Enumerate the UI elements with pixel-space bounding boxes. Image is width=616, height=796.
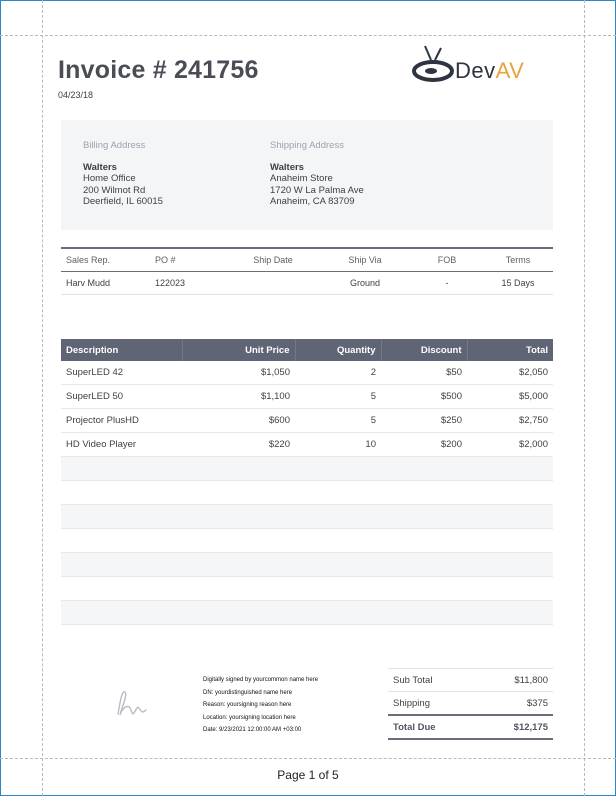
shipping-name: Walters	[270, 161, 304, 173]
item-unit-price: $220	[182, 433, 295, 457]
billing-line: Home Office	[83, 173, 136, 184]
logo-av: AV	[495, 58, 525, 83]
item-description: HD Video Player	[61, 433, 182, 457]
item-total: $2,050	[467, 361, 553, 385]
col-ship-via: Ship Via	[319, 248, 411, 272]
invoice-title: Invoice # 241756	[58, 56, 259, 84]
empty-row	[61, 553, 553, 577]
col-total: Total	[467, 339, 553, 361]
shipping-value: $375	[478, 692, 554, 716]
item-quantity: 10	[295, 433, 381, 457]
ship-date-value	[227, 272, 319, 295]
shipping-heading: Shipping Address	[270, 140, 344, 151]
page-number: Page 1 of 5	[277, 768, 339, 782]
billing-line: 200 Wilmot Rd	[83, 184, 146, 196]
order-info-row	[61, 272, 553, 295]
line-items-header	[61, 339, 553, 361]
terms-value: 15 Days	[483, 272, 553, 295]
item-discount: $200	[381, 433, 467, 457]
sales-rep-value: Harv Mudd	[61, 272, 155, 295]
address-panel	[61, 120, 553, 230]
billing-name: Walters	[83, 161, 117, 173]
table-row	[61, 361, 553, 385]
margin-guide-right	[584, 0, 585, 796]
total-due-label: Total Due	[388, 715, 478, 739]
item-quantity: 5	[295, 385, 381, 409]
billing-heading: Billing Address	[83, 140, 146, 151]
col-po: PO #	[155, 248, 227, 272]
invoice-date: 04/23/18	[58, 90, 94, 100]
item-unit-price: $1,100	[182, 385, 295, 409]
empty-row	[61, 505, 553, 529]
shipping-label: Shipping	[388, 692, 478, 716]
signature-line: Date: 9/23/2021 12:00:00 AM +03:00	[203, 727, 302, 733]
col-fob: FOB	[411, 248, 483, 272]
empty-row	[61, 577, 553, 601]
logo-dev: Dev	[455, 58, 496, 83]
line-items-table	[61, 339, 553, 625]
item-description: SuperLED 42	[61, 361, 182, 385]
po-value: 122023	[155, 272, 227, 295]
margin-guide-bottom	[0, 758, 616, 759]
margin-guide-top	[0, 35, 616, 36]
empty-row	[61, 481, 553, 505]
fob-value: -	[411, 272, 483, 295]
item-quantity: 5	[295, 409, 381, 433]
signature-line: DN: yourdistinguished name here	[203, 689, 293, 696]
col-description: Description	[61, 339, 182, 361]
empty-row	[61, 529, 553, 553]
billing-address	[83, 140, 163, 208]
item-discount: $250	[381, 409, 467, 433]
table-row	[61, 409, 553, 433]
empty-row	[61, 457, 553, 481]
empty-row	[61, 601, 553, 625]
item-description: SuperLED 50	[61, 385, 182, 409]
total-due-row	[388, 715, 553, 739]
total-due-value: $12,175	[478, 715, 554, 739]
table-row	[61, 433, 553, 457]
shipping-row	[388, 692, 553, 716]
item-total: $5,000	[467, 385, 553, 409]
signature-line: Digitally signed by yourcommon name here	[203, 677, 319, 683]
signature-line: Reason: yoursigning reason here	[203, 702, 292, 708]
order-info-header	[61, 248, 553, 272]
col-discount: Discount	[381, 339, 467, 361]
margin-guide-left	[42, 0, 43, 796]
table-row	[61, 385, 553, 409]
col-terms: Terms	[483, 248, 553, 272]
item-discount: $50	[381, 361, 467, 385]
col-quantity: Quantity	[295, 339, 381, 361]
subtotal-value: $11,800	[478, 669, 554, 692]
logo-wordmark	[455, 58, 524, 84]
signature-line: Location: yoursigning location here	[203, 714, 296, 721]
order-info-table	[61, 247, 553, 295]
signature-icon	[112, 684, 152, 720]
shipping-address	[270, 140, 364, 208]
digital-signature-block	[203, 674, 318, 737]
item-discount: $500	[381, 385, 467, 409]
item-unit-price: $600	[182, 409, 295, 433]
item-description: Projector PlusHD	[61, 409, 182, 433]
item-total: $2,750	[467, 409, 553, 433]
shipping-line: 1720 W La Palma Ave	[270, 184, 364, 196]
totals-table	[388, 668, 553, 740]
subtotal-row	[388, 669, 553, 692]
item-total: $2,000	[467, 433, 553, 457]
item-unit-price: $1,050	[182, 361, 295, 385]
shipping-line: Anaheim, CA 83709	[270, 196, 355, 207]
col-ship-date: Ship Date	[227, 248, 319, 272]
col-unit-price: Unit Price	[182, 339, 295, 361]
billing-line: Deerfield, IL 60015	[83, 196, 163, 207]
col-sales-rep: Sales Rep.	[61, 248, 155, 272]
ship-via-value: Ground	[319, 272, 411, 295]
shipping-line: Anaheim Store	[270, 173, 333, 184]
item-quantity: 2	[295, 361, 381, 385]
subtotal-label: Sub Total	[388, 669, 478, 692]
